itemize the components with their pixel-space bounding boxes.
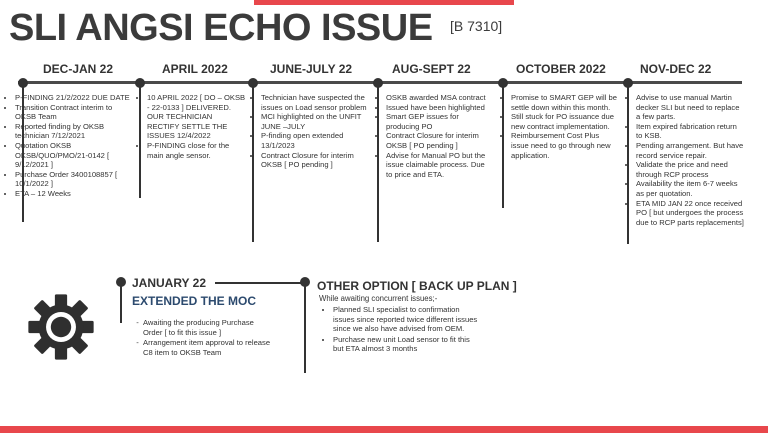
phase-items-aug-sept	[375, 93, 490, 179]
list-item: • 10 APRIL 2022 [ DO – OKSB - 22-0133 ] DELIVERED. OUR TECHNICIAN RECTIFY SETTLE THE ISSUES 12/4/2022	[147, 93, 246, 141]
list-item: • Promise to SMART GEP will be settle down within this month.	[511, 93, 618, 112]
list-item: • Transition Contract interim to OKSB Team	[15, 103, 132, 122]
phase-title-dec-jan: DEC-JAN 22	[43, 62, 114, 76]
list-item: • ETA – 12 Weeks	[15, 189, 132, 199]
phase-items-april	[136, 93, 246, 160]
phase-items-june-july	[250, 93, 370, 170]
backup-items	[319, 294, 479, 355]
list-item: • Availability the item 6-7 weeks as per quotation.	[636, 179, 745, 198]
list-item: - Arrangement item approval to release C8 item to OKSB Team	[143, 338, 272, 357]
list-item: • MCI highlighted on the UNFIT JUNE –JULY	[261, 112, 370, 131]
list-item: • P-FINDING 21/2/2022 DUE DATE	[15, 93, 132, 103]
list-item: • Purchase Order 3400108857 [ 10/1/2022 ]	[15, 170, 132, 189]
moc-title: JANUARY 22	[132, 276, 207, 290]
backup-stem	[304, 285, 306, 373]
list-item: • OSKB awarded MSA contract	[386, 93, 490, 103]
top-accent-bar	[254, 0, 514, 5]
list-item: • Reimbursement Cost Plus issue need to go through new application.	[511, 131, 618, 160]
list-item: • Issued have been highlighted	[386, 103, 490, 113]
list-item: • Reported finding by OKSB technician 7/12/2021	[15, 122, 132, 141]
gear-icon	[27, 293, 95, 361]
phase-title-aug-sept: AUG-SEPT 22	[392, 62, 471, 76]
moc-subtitle: EXTENDED THE MOC	[132, 294, 257, 308]
list-item: • Pending arrangement. But have record service repair.	[636, 141, 745, 160]
list-item: • Still stuck for PO issuance due new contract implementation.	[511, 112, 618, 131]
list-item: • Contract Closure for interim OKSB [ PO pending ]	[261, 151, 370, 170]
phase-title-june-july: JUNE-JULY 22	[270, 62, 353, 76]
moc-items	[132, 318, 272, 358]
phase-title-april: APRIL 2022	[162, 62, 228, 76]
moc-stem	[120, 285, 122, 323]
phase-items-october	[500, 93, 618, 160]
bottom-accent-bar	[0, 426, 768, 433]
list-item: • ETA MID JAN 22 once received PO [ but undergoes the process due to RCP parts replacements]	[636, 199, 745, 228]
backup-intro: While awaiting concurrent issues;-	[319, 294, 438, 303]
list-item: • Item expired fabrication return to KSB.	[636, 122, 745, 141]
list-item: • Quotation OKSB OKSB/QUO/PMO/21-0142 [ 9/12/2021 ]	[15, 141, 132, 170]
list-item: • Purchase new unit Load sensor to fit this but ETA almost 3 months	[333, 335, 479, 354]
phase-items-dec-jan	[4, 93, 132, 199]
list-item: • Advise to use manual Martin decker SLI but need to replace a few parts.	[636, 93, 745, 122]
phase-title-october: OCTOBER 2022	[516, 62, 606, 76]
list-item: • Technician have suspected the issues on Load sensor problem	[261, 93, 370, 112]
moc-connector-line	[215, 282, 302, 284]
list-item: • Planned SLI specialist to confirmation issues since reported twice different issues since we also have advised from OEM.	[333, 305, 479, 334]
list-item: • P-FINDING close for the main angle sensor.	[147, 141, 246, 160]
list-item: - Awaiting the producing Purchase Order [ to fit this issue ]	[143, 318, 272, 337]
backup-title: OTHER OPTION [ BACK UP PLAN ]	[317, 279, 517, 293]
page-title: SLI ANGSI ECHO ISSUE	[9, 7, 433, 49]
phase-items-nov-dec	[625, 93, 745, 227]
list-item: • Validate the price and need through RCP process	[636, 160, 745, 179]
list-item: • P-finding open extended 13/1/2023	[261, 131, 370, 150]
phase-title-nov-dec: NOV-DEC 22	[640, 62, 712, 76]
page-subtitle: [B 7310]	[450, 18, 503, 34]
list-item: • Advise for Manual PO but the issue claimable process. Due to price and ETA.	[386, 151, 490, 180]
list-item: • Contract Closure for interim OKSB [ PO pending ]	[386, 131, 490, 150]
list-item: • Smart GEP issues for producing PO	[386, 112, 490, 131]
